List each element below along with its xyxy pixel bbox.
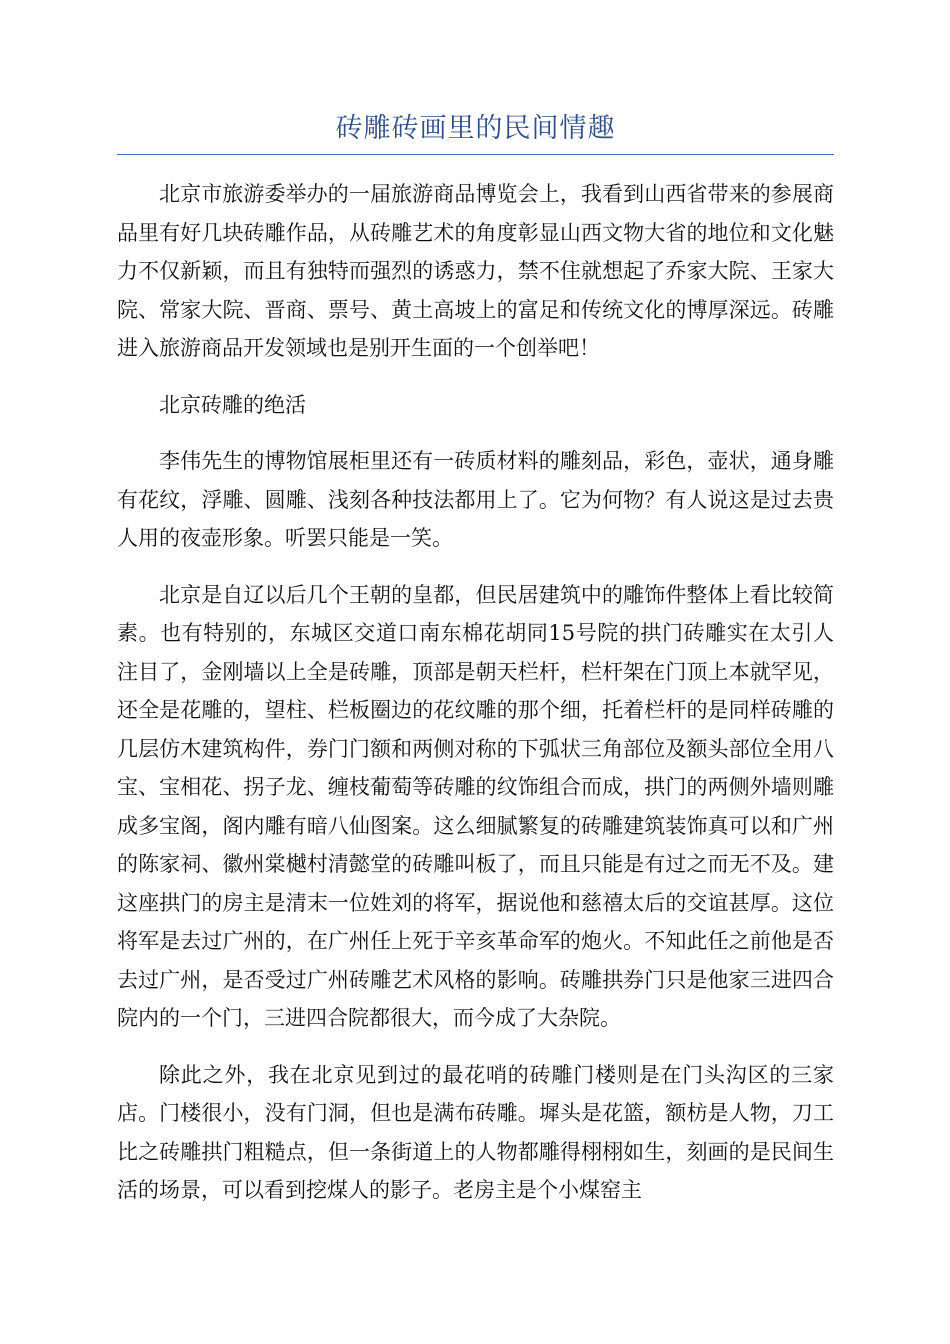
section-heading: 北京砖雕的绝活 <box>159 392 306 417</box>
paragraph-intro: 北京市旅游委举办的一届旅游商品博览会上，我看到山西省带来的参展商品里有好几块砖雕作品，从砖雕艺术的角度彰显山西文物大省的地位和文化魅力不仅新颖，而且有独特而强烈的诱惑力，禁不住就想起了乔家大院、王家大院、常家大院、晋商、票号、黄土高坡上的富足和传统文化的博厚深远。砖雕进入旅游商品开发领域也是别开生面的一个创举吧！ <box>117 182 834 360</box>
document-body <box>117 175 834 1228</box>
paragraph-museum-vessel: 李伟先生的博物馆展柜里还有一砖质材料的雕刻品，彩色，壶状，通身雕有花纹，浮雕、圆雕、浅刻各种技法都用上了。它为何物？有人说这是过去贵人用的夜壶形象。听罢只能是一笑。 <box>117 449 834 550</box>
document-title: 砖雕砖画里的民间情趣 <box>335 113 616 144</box>
paragraph-sanjiadian-gate: 除此之外，我在北京见到过的最花哨的砖雕门楼则是在门头沟区的三家店。门楼很小，没有门洞，但也是满布砖雕。墀头是花篮，额枋是人物，刀工比之砖雕拱门粗糙点，但一条街道上的人物都雕得栩栩如生，刻画的是民间生活的场景，可以看到挖煤人的影子。老房主是个小煤窑主 <box>117 1062 834 1202</box>
title-underline <box>117 154 834 155</box>
paragraph-archway-carving: 北京是自辽以后几个王朝的皇都，但民居建筑中的雕饰件整体上看比较简素。也有特别的，东城区交道口南东棉花胡同15号院的拱门砖雕实在太引人注目了，金刚墙以上全是砖雕，顶部是朝天栏杆，栏杆架在门顶上本就罕见，还全是花雕的，望柱、栏板圈边的花纹雕的那个细，托着栏杆的是同样砖雕的几层仿木建筑构件，券门门额和两侧对称的下弧状三角部位及额头部位全用八宝、宝相花、拐子龙、缠枝葡萄等砖雕的纹饰组合而成，拱门的两侧外墙则雕成多宝阁，阁内雕有暗八仙图案。这么细腻繁复的砖雕建筑装饰真可以和广州的陈家祠、徽州棠樾村清懿堂的砖雕叫板了，而且只能是有过之而无不及。建这座拱门的房主是清末一位姓刘的将军，据说他和慈禧太后的交谊甚厚。这位将军是去过广州的，在广州任上死于辛亥革命军的炮火。不知此任之前他是否去过广州，是否受过广州砖雕艺术风格的影响。砖雕拱券门只是他家三进四合院内的一个门，三进四合院都很大，而今成了大杂院。 <box>117 582 834 1030</box>
